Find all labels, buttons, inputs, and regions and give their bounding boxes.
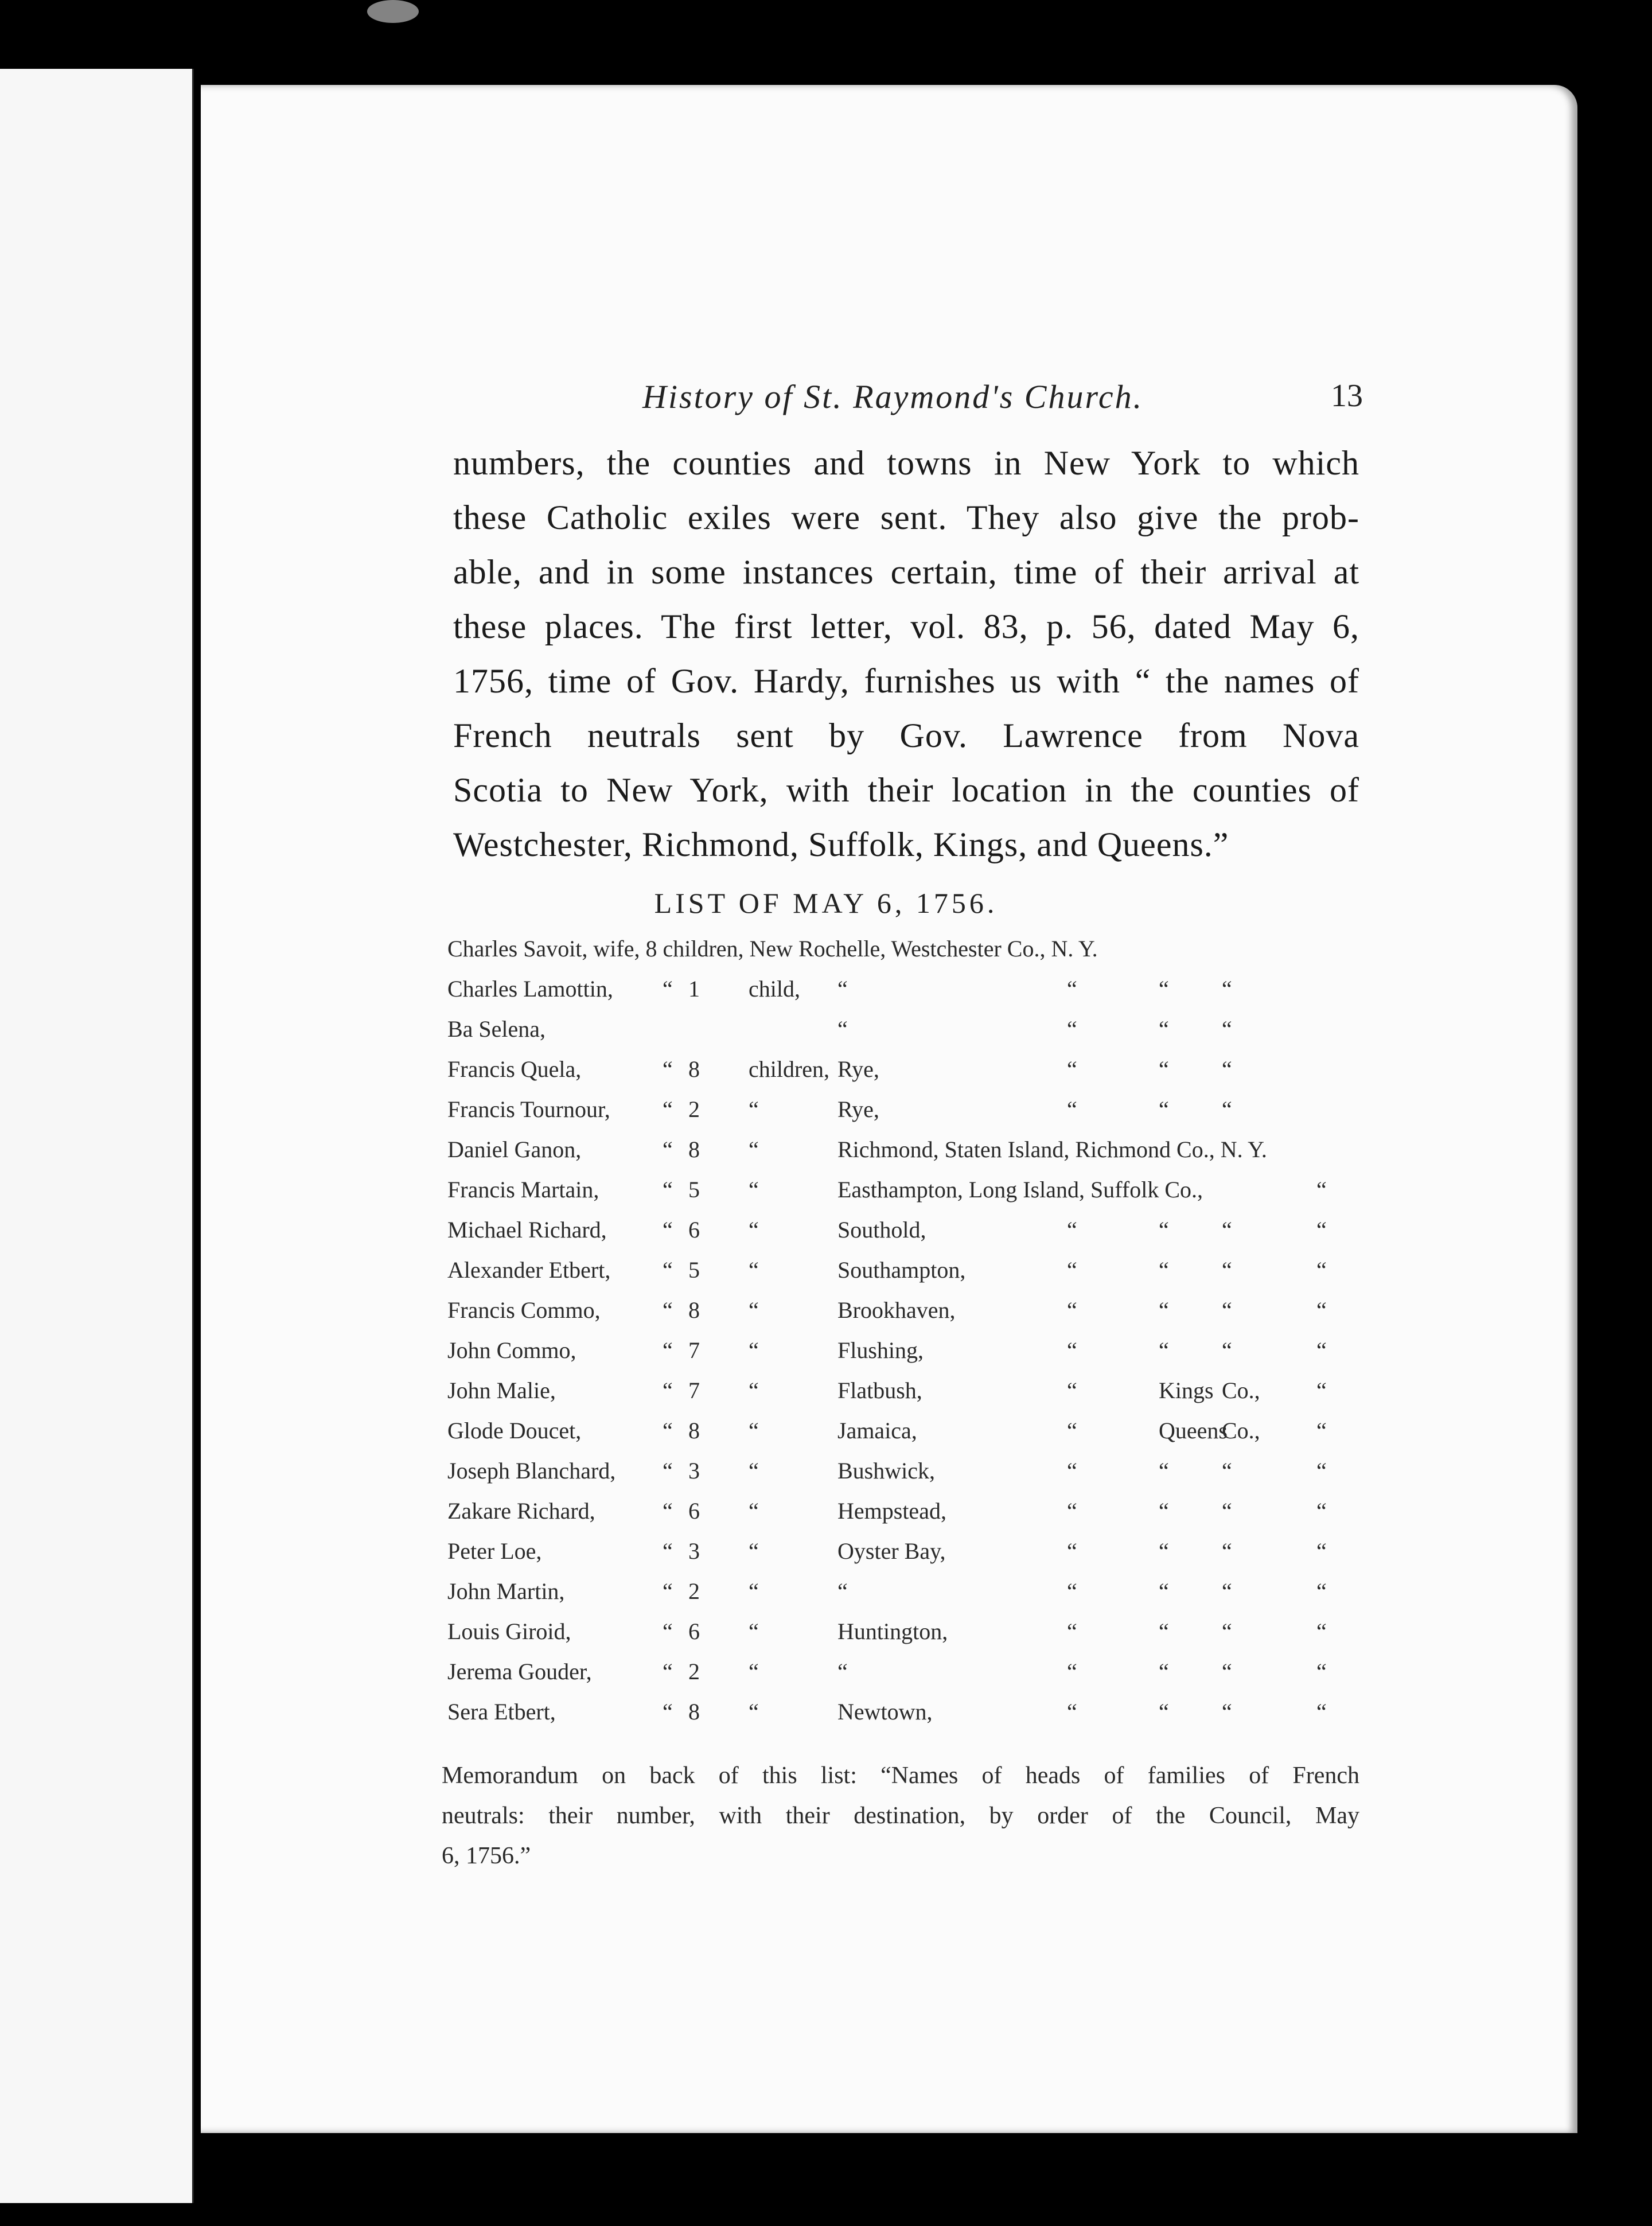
state-ditto: “ <box>1316 1659 1327 1684</box>
state-ditto: “ <box>1316 1177 1327 1202</box>
child-count: 6 <box>688 1498 700 1524</box>
child-count: 5 <box>688 1257 700 1283</box>
ditto-mark: “ <box>663 1538 673 1564</box>
family-name: Francis Quela, <box>447 1056 582 1082</box>
list-row <box>447 1337 1365 1377</box>
town: Hempstead, <box>837 1498 946 1524</box>
list-row <box>447 1015 1365 1056</box>
list-row <box>447 1377 1365 1417</box>
county: “ <box>1159 1337 1169 1363</box>
county-suffix: “ <box>1222 1096 1232 1122</box>
county-suffix: “ <box>1222 1056 1232 1082</box>
child-count: 7 <box>688 1377 700 1403</box>
family-name: Charles Lamottin, <box>447 976 613 1002</box>
ditto-mark: “ <box>663 1377 673 1403</box>
county: “ <box>1159 1618 1169 1644</box>
town: Rye, <box>837 1056 879 1082</box>
county-suffix: “ <box>1222 1618 1232 1644</box>
town: Rye, <box>837 1096 879 1122</box>
child-count: 5 <box>688 1177 700 1202</box>
list-row <box>447 1096 1365 1136</box>
state-ditto: “ <box>1316 1337 1327 1363</box>
town: Southampton, <box>837 1257 966 1283</box>
child-count: 8 <box>688 1056 700 1082</box>
children-label: “ <box>749 1538 759 1564</box>
child-count: 8 <box>688 1418 700 1443</box>
town: Oyster Bay, <box>837 1538 946 1564</box>
town: Flatbush, <box>837 1377 922 1403</box>
list-row <box>447 1618 1365 1658</box>
ditto-mark: “ <box>663 1137 673 1162</box>
ditto-mark: “ <box>1067 1538 1077 1564</box>
child-count: 3 <box>688 1458 700 1484</box>
children-label: “ <box>749 1618 759 1644</box>
county: “ <box>1159 1096 1169 1122</box>
children-label: “ <box>749 1578 759 1604</box>
county: “ <box>1159 1659 1169 1684</box>
children-label: “ <box>749 1096 759 1122</box>
state-ditto: “ <box>1316 1498 1327 1524</box>
children-label: “ <box>749 1458 759 1484</box>
child-count: 6 <box>688 1618 700 1644</box>
family-name: Michael Richard, <box>447 1217 607 1243</box>
town: Newtown, <box>837 1699 933 1725</box>
state-ditto: “ <box>1316 1458 1327 1484</box>
town: Southold, <box>837 1217 926 1243</box>
ditto-mark: “ <box>1067 1659 1077 1684</box>
state-ditto: “ <box>1316 1618 1327 1644</box>
county-suffix: Co., <box>1222 1418 1260 1443</box>
state-ditto: “ <box>1316 1377 1327 1403</box>
body-paragraph <box>453 436 1359 872</box>
county: “ <box>1159 1016 1169 1042</box>
children-label: “ <box>749 1377 759 1403</box>
ditto-mark: “ <box>663 1699 673 1725</box>
ditto-mark: “ <box>1067 1337 1077 1363</box>
children-label: “ <box>749 1297 759 1323</box>
county: “ <box>1159 1578 1169 1604</box>
family-name: John Commo, <box>447 1337 576 1363</box>
memo-line: 6, 1756.” <box>442 1843 531 1869</box>
ditto-mark: “ <box>1067 1418 1077 1443</box>
county: “ <box>1159 1458 1169 1484</box>
child-count: 2 <box>688 1659 700 1684</box>
county: “ <box>1159 1538 1169 1564</box>
state-ditto: “ <box>1316 1538 1327 1564</box>
ditto-mark: “ <box>1067 976 1077 1002</box>
ditto-mark: “ <box>663 1257 673 1283</box>
children-label: “ <box>749 1337 759 1363</box>
family-name: Sera Etbert, <box>447 1699 556 1725</box>
children-label: child, <box>749 976 800 1002</box>
ditto-mark: “ <box>1067 1618 1077 1644</box>
children-label: “ <box>749 1498 759 1524</box>
child-count: 3 <box>688 1538 700 1564</box>
children-label: children, <box>749 1056 830 1082</box>
child-count: 8 <box>688 1699 700 1725</box>
town: “ <box>837 1578 848 1604</box>
town: Jamaica, <box>837 1418 917 1443</box>
page-stain <box>367 0 419 23</box>
county-suffix: “ <box>1222 1699 1232 1725</box>
ditto-mark: “ <box>663 1056 673 1082</box>
county: “ <box>1159 1699 1169 1725</box>
town: Easthampton, Long Island, Suffolk Co., <box>837 1177 1203 1202</box>
children-label: “ <box>749 1137 759 1162</box>
list-row <box>447 1256 1365 1297</box>
family-name: Peter Loe, <box>447 1538 542 1564</box>
family-name: Louis Giroid, <box>447 1618 571 1644</box>
children-label: “ <box>749 1418 759 1443</box>
body-line: Westchester, Richmond, Suffolk, Kings, and Queens.” <box>453 826 1229 863</box>
child-count: 7 <box>688 1337 700 1363</box>
town: “ <box>837 976 848 1002</box>
family-name: Zakare Richard, <box>447 1498 595 1524</box>
list-row <box>447 1698 1365 1738</box>
body-line: Scotia to New York, with their location in the counties of <box>453 771 1359 809</box>
town: Brookhaven, <box>837 1297 956 1323</box>
state-ditto: “ <box>1316 1578 1327 1604</box>
first-entry: Charles Savoit, wife, 8 children, New Rochelle, Westchester Co., N. Y. <box>447 936 1098 962</box>
county-suffix: “ <box>1222 976 1232 1002</box>
state-ditto: “ <box>1316 1297 1327 1323</box>
list-row <box>447 1216 1365 1256</box>
ditto-mark: “ <box>1067 1257 1077 1283</box>
state-ditto: “ <box>1316 1257 1327 1283</box>
children-label: “ <box>749 1699 759 1725</box>
ditto-mark: “ <box>663 1418 673 1443</box>
town: Huntington, <box>837 1618 948 1644</box>
children-label: “ <box>749 1217 759 1243</box>
body-line: numbers, the counties and towns in New York to which <box>453 444 1359 482</box>
ditto-mark: “ <box>1067 1056 1077 1082</box>
body-line: these places. The first letter, vol. 83, p. 56, dated May 6, <box>453 608 1359 645</box>
list-row <box>447 1457 1365 1497</box>
town: “ <box>837 1016 848 1042</box>
child-count: 6 <box>688 1217 700 1243</box>
memo-line: Memorandum on back of this list: “Names of heads of families of French <box>442 1762 1359 1789</box>
county: “ <box>1159 976 1169 1002</box>
ditto-mark: “ <box>1067 1297 1077 1323</box>
family-name: John Martin, <box>447 1578 565 1604</box>
ditto-mark: “ <box>1067 1458 1077 1484</box>
list-row <box>447 1297 1365 1337</box>
family-name: Francis Commo, <box>447 1297 601 1323</box>
ditto-mark: “ <box>663 1337 673 1363</box>
ditto-mark: “ <box>663 1659 673 1684</box>
children-label: “ <box>749 1257 759 1283</box>
town: “ <box>837 1659 848 1684</box>
county: Queens <box>1159 1418 1228 1443</box>
family-name: Daniel Ganon, <box>447 1137 582 1162</box>
page-number: 13 <box>1331 378 1363 414</box>
family-name: Francis Martain, <box>447 1177 599 1202</box>
ditto-mark: “ <box>663 1177 673 1202</box>
ditto-mark: “ <box>1067 1377 1077 1403</box>
list-row <box>447 1578 1365 1618</box>
ditto-mark: “ <box>1067 1016 1077 1042</box>
children-label: “ <box>749 1659 759 1684</box>
town: Richmond, Staten Island, Richmond Co., N. Y. <box>837 1137 1267 1162</box>
ditto-mark: “ <box>663 1297 673 1323</box>
running-head <box>0 378 1652 423</box>
county-suffix: “ <box>1222 1538 1232 1564</box>
county-suffix: “ <box>1222 1578 1232 1604</box>
state-ditto: “ <box>1316 1217 1327 1243</box>
running-title: History of St. Raymond's Church. <box>642 378 1144 415</box>
county: Kings <box>1159 1377 1214 1403</box>
county: “ <box>1159 1056 1169 1082</box>
county-suffix: “ <box>1222 1217 1232 1243</box>
family-list <box>447 935 1365 1738</box>
town: Bushwick, <box>837 1458 935 1484</box>
child-count: 2 <box>688 1096 700 1122</box>
body-line: 1756, time of Gov. Hardy, furnishes us with “ the names of <box>453 662 1359 700</box>
county-suffix: “ <box>1222 1458 1232 1484</box>
ditto-mark: “ <box>1067 1096 1077 1122</box>
family-name: Joseph Blanchard, <box>447 1458 616 1484</box>
county-suffix: “ <box>1222 1297 1232 1323</box>
town: Flushing, <box>837 1337 924 1363</box>
child-count: 2 <box>688 1578 700 1604</box>
family-name: Glode Doucet, <box>447 1418 582 1443</box>
list-row <box>447 1658 1365 1698</box>
county: “ <box>1159 1498 1169 1524</box>
ditto-mark: “ <box>663 1618 673 1644</box>
county: “ <box>1159 1257 1169 1283</box>
list-row <box>447 1417 1365 1457</box>
ditto-mark: “ <box>663 976 673 1002</box>
list-row <box>447 1538 1365 1578</box>
body-line: French neutrals sent by Gov. Lawrence from Nova <box>453 717 1359 754</box>
family-name: Jerema Gouder, <box>447 1659 592 1684</box>
ditto-mark: “ <box>663 1096 673 1122</box>
county-suffix: “ <box>1222 1016 1232 1042</box>
ditto-mark: “ <box>663 1578 673 1604</box>
list-row <box>447 1056 1365 1096</box>
county: “ <box>1159 1297 1169 1323</box>
ditto-mark: “ <box>663 1458 673 1484</box>
list-row <box>447 975 1365 1015</box>
county-suffix: “ <box>1222 1337 1232 1363</box>
child-count: 8 <box>688 1297 700 1323</box>
ditto-mark: “ <box>1067 1217 1077 1243</box>
body-line: these Catholic exiles were sent. They also give the prob- <box>453 499 1359 536</box>
ditto-mark: “ <box>663 1498 673 1524</box>
state-ditto: “ <box>1316 1418 1327 1443</box>
list-row <box>447 1497 1365 1538</box>
county: “ <box>1159 1217 1169 1243</box>
memorandum <box>442 1756 1359 1876</box>
county-suffix: “ <box>1222 1498 1232 1524</box>
county-suffix: Co., <box>1222 1377 1260 1403</box>
child-count: 1 <box>688 976 700 1002</box>
county-suffix: “ <box>1222 1257 1232 1283</box>
county-suffix: “ <box>1222 1659 1232 1684</box>
family-name: John Malie, <box>447 1377 556 1403</box>
ditto-mark: “ <box>1067 1578 1077 1604</box>
state-ditto: “ <box>1316 1699 1327 1725</box>
list-row <box>447 1176 1365 1216</box>
ditto-mark: “ <box>1067 1498 1077 1524</box>
children-label: “ <box>749 1177 759 1202</box>
family-name: Alexander Etbert, <box>447 1257 611 1283</box>
list-row <box>447 935 1365 975</box>
family-name: Ba Selena, <box>447 1016 546 1042</box>
body-line: able, and in some instances certain, time of their arrival at <box>453 553 1359 591</box>
ditto-mark: “ <box>1067 1699 1077 1725</box>
list-row <box>447 1136 1365 1176</box>
ditto-mark: “ <box>663 1217 673 1243</box>
memo-line: neutrals: their number, with their destination, by order of the Council, May <box>442 1803 1359 1829</box>
child-count: 8 <box>688 1137 700 1162</box>
list-heading: LIST OF MAY 6, 1756. <box>654 887 998 919</box>
family-name: Francis Tournour, <box>447 1096 610 1122</box>
